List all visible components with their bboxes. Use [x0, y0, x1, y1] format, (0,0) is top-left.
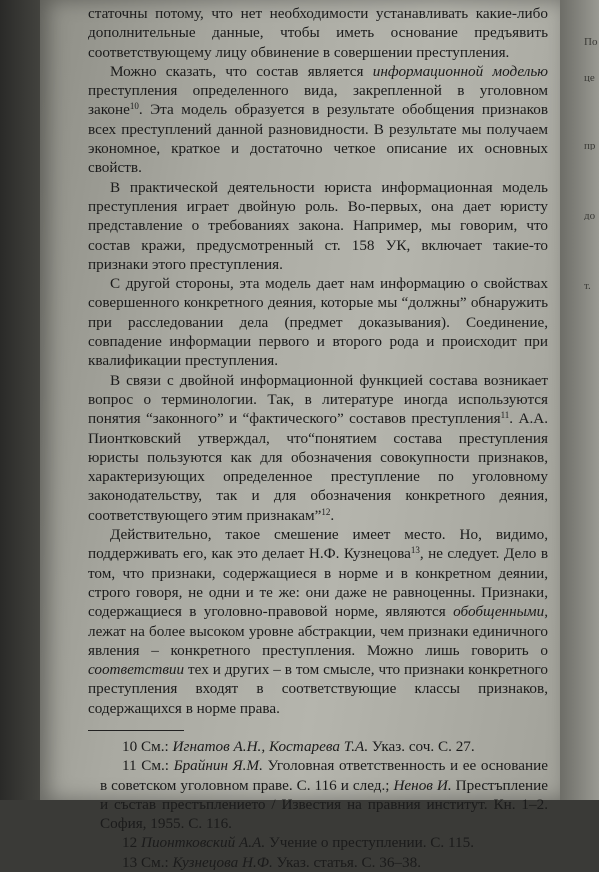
- text-run: преступления определенного вида, закрепленной в уголовном законе: [88, 82, 548, 119]
- text-run: , лежат на более высоком уровне абстракции, чем признаки единичного явления – конкретного преступления. Можно лишь говорить о: [88, 603, 548, 659]
- footnote-divider: [88, 730, 184, 731]
- paragraph: [88, 4, 548, 62]
- footnote-ref: 12: [321, 506, 331, 517]
- paragraph: [88, 274, 548, 370]
- text-run: Учение о преступлении. С. 115.: [265, 834, 475, 852]
- italic-text: Брайнин Я.М.: [173, 757, 263, 775]
- facing-page-edge: [560, 0, 599, 800]
- main-text: [88, 4, 548, 718]
- italic-text: Кузнецова Н.Ф.: [172, 853, 273, 871]
- text-run: Указ. статья. С. 36–38.: [272, 853, 421, 871]
- facing-page-fragment: По: [584, 36, 598, 46]
- text-run: С другой стороны, эта модель дает нам информацию о свойствах совершенного конкретного деяния, которые мы “должны” обнаружить при расследовании дела (предмет доказывания). Соединение, совпадение информации первого и второго рода и происходит при квалификации преступления.: [88, 275, 548, 370]
- facing-page-fragment: т.: [584, 280, 591, 290]
- text-run: Уголовная ответственность и ее основание в советском уголовном праве. С. 116 и след.;: [100, 757, 548, 794]
- italic-text: информационной моделью: [372, 62, 548, 80]
- paragraph: [88, 371, 548, 525]
- text-run: 12: [122, 834, 141, 852]
- footnote: [88, 737, 548, 756]
- text-run: Действительно, такое смешение имеет место. Но, видимо, поддерживать его, как это делает Н.Ф. Кузнецова: [88, 526, 548, 563]
- text-run: В связи с двойной информационной функцией состава возникает вопрос о терминологии. Так, в литературе иногда используются понятия “законного” и “фактического” составов преступления: [88, 371, 548, 428]
- footnote: [88, 756, 548, 833]
- text-run: 11 См.:: [122, 757, 174, 775]
- text-run: .: [330, 506, 335, 524]
- paragraph: [88, 62, 548, 178]
- italic-text: Игнатов А.Н., Костарева Т.А.: [172, 737, 369, 755]
- italic-text: соответствии: [88, 661, 185, 679]
- footnote: [88, 833, 548, 852]
- italic-text: Пионтковский А.А.: [140, 834, 266, 852]
- text-run: статочны потому, что нет необходимости устанавливать какие-либо дополнительные данные, чтобы иметь основание предъявить соответствующему лицу обвинение в совершении преступления.: [88, 5, 548, 61]
- paragraph: [88, 178, 548, 274]
- text-run: Указ. соч. С. 27.: [368, 737, 475, 755]
- text-run: Престъпление и състав престъплението / Известия на правния институт. Кн. 1–2. София, 1955. С. 116.: [100, 776, 548, 833]
- facing-page-fragment: пр: [584, 140, 596, 150]
- paragraph: [88, 525, 548, 718]
- facing-page-fragment: це: [584, 72, 595, 82]
- text-run: тех и других – в том смысле, что признаки конкретного преступления входят в соответствующие классы признаков, содержащихся в норме права.: [88, 661, 548, 717]
- italic-text: Ненов И.: [393, 776, 452, 794]
- text-run: В практической деятельности юриста информационная модель преступления играет двойную роль. Во-первых, она дает юристу представление о требованиях закона. Например, мы говорим, что состав кражи, предусмотренный ст. 158 УК, включает такие-то признаки этого преступления.: [88, 178, 548, 273]
- footnote-ref: 11: [500, 410, 510, 421]
- footnote-ref: 13: [410, 545, 420, 556]
- page-text: [88, 4, 548, 872]
- text-run: 10 См.:: [122, 737, 173, 755]
- facing-page-fragment: до: [584, 210, 596, 220]
- footnotes: [88, 737, 548, 872]
- text-run: Можно сказать, что состав является: [110, 62, 373, 80]
- text-run: , не следует. Дело в том, что признаки, содержащиеся в норме и в конкретном деянии, строго говоря, не одни и те же: они даже не равноценны. Признаки, содержащиеся в уголовно-правовой норме, являются: [88, 545, 549, 621]
- text-run: . Эта модель образуется в результате обобщения признаков всех преступлений данной разновидности. В результате мы получаем экономное, краткое и достаточно четкое описание их основных свойств.: [88, 101, 548, 177]
- italic-text: обобщенными: [453, 603, 545, 621]
- text-run: . А.А. Пионтковский утверждал, что“понятием состава преступления юристы пользуются как для обозначения совокупности признаков, характеризующих определенное преступление по уголовному законодательству, так и для обозначения конкретного деяния, соответствующего этим признакам”: [88, 410, 549, 524]
- footnote: [88, 853, 548, 872]
- footnote-ref: 10: [129, 101, 139, 112]
- text-run: 13 См.:: [122, 853, 173, 871]
